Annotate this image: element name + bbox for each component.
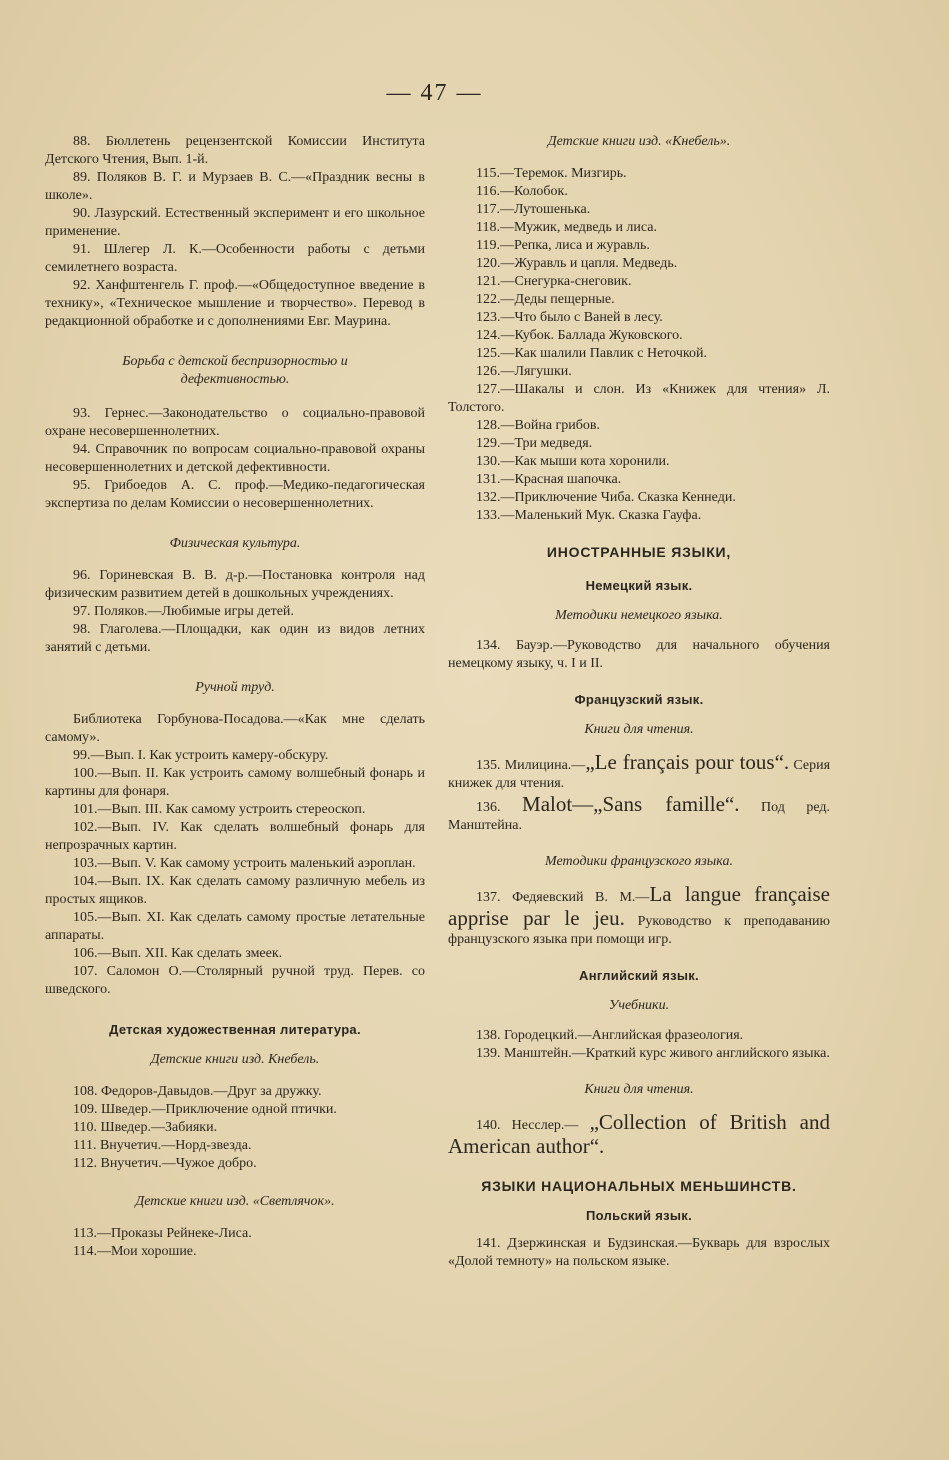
entry-114: 114.—Мои хорошие. xyxy=(73,1244,197,1259)
subheading-met-fr: Методики французского языка. xyxy=(545,854,733,869)
subheading-knebel-2: Детские книги изд. «Кнебель». xyxy=(547,134,731,149)
entry-92: 92. Ханфштенгель Г. проф.—«Общедоступное введение в технику», «Техническое мышление и творчество». Перевод в редакционной обработке и с дополнениями Евг. Маурина. xyxy=(45,278,425,329)
entry-93: 93. Гернес.—Законодательство о социально-правовой охране несовершеннолетних. xyxy=(45,406,425,439)
entry-100: 100.—Вып. II. Как устроить самому волшебный фонарь и картины для фонаря. xyxy=(45,766,425,799)
subheading-kn-fr: Книги для чтения. xyxy=(584,722,694,737)
entry-119: 119.—Репка, лиса и журавль. xyxy=(476,238,650,253)
entry-140 xyxy=(448,1111,830,1159)
entry-121: 121.—Снегурка-снеговик. xyxy=(476,274,632,289)
entry-140-title: „Collection of British and American author“. xyxy=(448,1110,830,1158)
entry-124: 124.—Кубок. Баллада Жуковского. xyxy=(476,328,683,343)
entry-120: 120.—Журавль и цапля. Медведь. xyxy=(476,256,678,271)
entry-131: 131.—Красная шапочка. xyxy=(476,472,622,487)
library-note: Библиотека Горбунова-Посадова.—«Как мне сделать самому». xyxy=(45,712,425,745)
entry-95: 95. Грибоедов А. С. проф.—Медико-педагогическая экспертиза по делам Комиссии о несовершеннолетних. xyxy=(45,478,425,511)
subheading-met-nem: Методики немецкого языка. xyxy=(555,608,723,623)
entry-96: 96. Гориневская В. В. д-р.—Постановка контроля над физическим развитием детей в дошкольных учреждениях. xyxy=(45,568,425,601)
entry-126: 126.—Лягушки. xyxy=(476,364,572,379)
section-heading-det-lit: Детская художественная литература. xyxy=(109,1022,361,1037)
entry-116: 116.—Колобок. xyxy=(476,184,568,199)
entry-135-author: 135. Милицина.— xyxy=(476,758,586,773)
right-column xyxy=(448,133,830,1271)
entry-137-title: La langue française apprise par le jeu. xyxy=(448,882,831,930)
entry-139: 139. Манштейн.—Краткий курс живого английского языка. xyxy=(476,1046,830,1061)
entry-91: 91. Шлегер Л. К.—Особенности работы с детьми семилетнего возраста. xyxy=(45,242,425,275)
entry-136-title: Malot—„Sans famille“. xyxy=(522,792,740,816)
entry-136-note: Под ред. Манштейна. xyxy=(448,800,830,833)
entry-98: 98. Глаголева.—Площадки, как один из видов летних занятий с детьми. xyxy=(45,622,425,655)
entry-105: 105.—Вып. XI. Как сделать самому простые летательные аппараты. xyxy=(45,910,425,943)
entry-137-author: 137. Федяевский В. М.— xyxy=(476,890,650,905)
entry-88: 88. Бюллетень рецензентской Комиссии Института Детского Чтения, Вып. 1-й. xyxy=(45,134,425,167)
entry-132: 132.—Приключение Чиба. Сказка Кеннеди. xyxy=(476,490,736,505)
entry-135-title: „Le français pour tous“. xyxy=(585,750,790,774)
entry-108: 108. Федоров-Давыдов.—Друг за дружку. xyxy=(73,1084,322,1099)
entry-101: 101.—Вып. III. Как самому устроить стереоскоп. xyxy=(73,802,366,817)
entry-141: 141. Дзержинская и Будзинская.—Букварь для взрослых «Долой темноту» на польском языке. xyxy=(448,1236,830,1269)
entry-118: 118.—Мужик, медведь и лиса. xyxy=(476,220,658,235)
left-column xyxy=(45,133,425,1261)
entry-112: 112. Внучетич.—Чужое добро. xyxy=(73,1156,257,1171)
entry-110: 110. Шведер.—Забияки. xyxy=(73,1120,218,1135)
entry-109: 109. Шведер.—Приключение одной птички. xyxy=(73,1102,337,1117)
entry-90: 90. Лазурский. Естественный эксперимент и его школьное применение. xyxy=(45,206,425,239)
entry-136 xyxy=(448,793,830,835)
subheading-nem: Немецкий язык. xyxy=(585,578,693,593)
entry-137 xyxy=(448,883,830,949)
entry-94: 94. Справочник по вопросам социально-правовой охраны несовершеннолетних и детской дефективности. xyxy=(45,442,425,475)
entry-135 xyxy=(448,751,830,793)
entry-130: 130.—Как мыши кота хоронили. xyxy=(476,454,670,469)
entry-102: 102.—Вып. IV. Как сделать волшебный фонарь для непрозрачных картин. xyxy=(45,820,425,853)
entry-138: 138. Городецкий.—Английская фразеология. xyxy=(476,1028,744,1043)
subheading-en: Английский язык. xyxy=(579,968,699,983)
entry-111: 111. Внучетич.—Норд-звезда. xyxy=(73,1138,252,1153)
entry-133: 133.—Маленький Мук. Сказка Гауфа. xyxy=(476,508,702,523)
subheading-kn-en: Книги для чтения. xyxy=(584,1082,694,1097)
entry-113: 113.—Проказы Рейнеке-Лиса. xyxy=(73,1226,252,1241)
section-heading-fiz: Физическая культура. xyxy=(169,536,301,551)
subheading-ucheb: Учебники. xyxy=(608,998,670,1013)
entry-137-note: Руководство к преподаванию французского языка при помощи игр. xyxy=(448,914,830,947)
entry-97: 97. Поляков.—Любимые игры детей. xyxy=(73,604,294,619)
entry-117: 117.—Лутошенька. xyxy=(476,202,591,217)
entry-89: 89. Поляков В. Г. и Мурзаев В. С.—«Праздник весны в школе». xyxy=(45,170,425,203)
entry-123: 123.—Что было с Ваней в лесу. xyxy=(476,310,663,325)
page-number: — 47 — xyxy=(386,80,483,106)
entry-136-number: 136. xyxy=(476,800,523,815)
entry-140-author: 140. Несслер.— xyxy=(476,1118,590,1133)
entry-104: 104.—Вып. IX. Как сделать самому различную мебель из простых ящиков. xyxy=(45,874,425,907)
entry-122: 122.—Деды пещерные. xyxy=(476,292,615,307)
subheading-pol: Польский язык. xyxy=(585,1208,692,1223)
subheading-knebel: Детские книги изд. Кнебель. xyxy=(150,1052,320,1067)
section-heading-ruch: Ручной труд. xyxy=(195,680,275,695)
section-heading-inostr: ИНОСТРАННЫЕ ЯЗЫКИ, xyxy=(546,544,732,560)
entry-103: 103.—Вып. V. Как самому устроить маленький аэроплан. xyxy=(73,856,416,871)
section-heading-nac: ЯЗЫКИ НАЦИОНАЛЬНЫХ МЕНЬШИНСТВ. xyxy=(481,1178,797,1194)
entry-125: 125.—Как шалили Павлик с Неточкой. xyxy=(476,346,708,361)
entry-134: 134. Бауэр.—Руководство для начального обучения немецкому языку, ч. I и II. xyxy=(448,638,830,671)
entry-115: 115.—Теремок. Мизгирь. xyxy=(476,166,627,181)
section-heading-borba: Борьба с детской беспризорностью и дефективностью. xyxy=(122,354,348,387)
entry-129: 129.—Три медведя. xyxy=(476,436,593,451)
entry-99: 99.—Вып. I. Как устроить камеру-обскуру. xyxy=(73,748,329,763)
entry-107: 107. Саломон О.—Столярный ручной труд. Перев. со шведского. xyxy=(45,964,425,997)
entry-106: 106.—Вып. XII. Как сделать змеек. xyxy=(73,946,283,961)
subheading-fr: Французский язык. xyxy=(574,692,704,707)
subheading-svetlyachok: Детские книги изд. «Светлячок». xyxy=(135,1194,335,1209)
entry-128: 128.—Война грибов. xyxy=(476,418,601,433)
entry-135-note: Серия книжек для чтения. xyxy=(448,758,831,791)
entry-127: 127.—Шакалы и слон. Из «Книжек для чтения» Л. Толстого. xyxy=(448,382,830,415)
